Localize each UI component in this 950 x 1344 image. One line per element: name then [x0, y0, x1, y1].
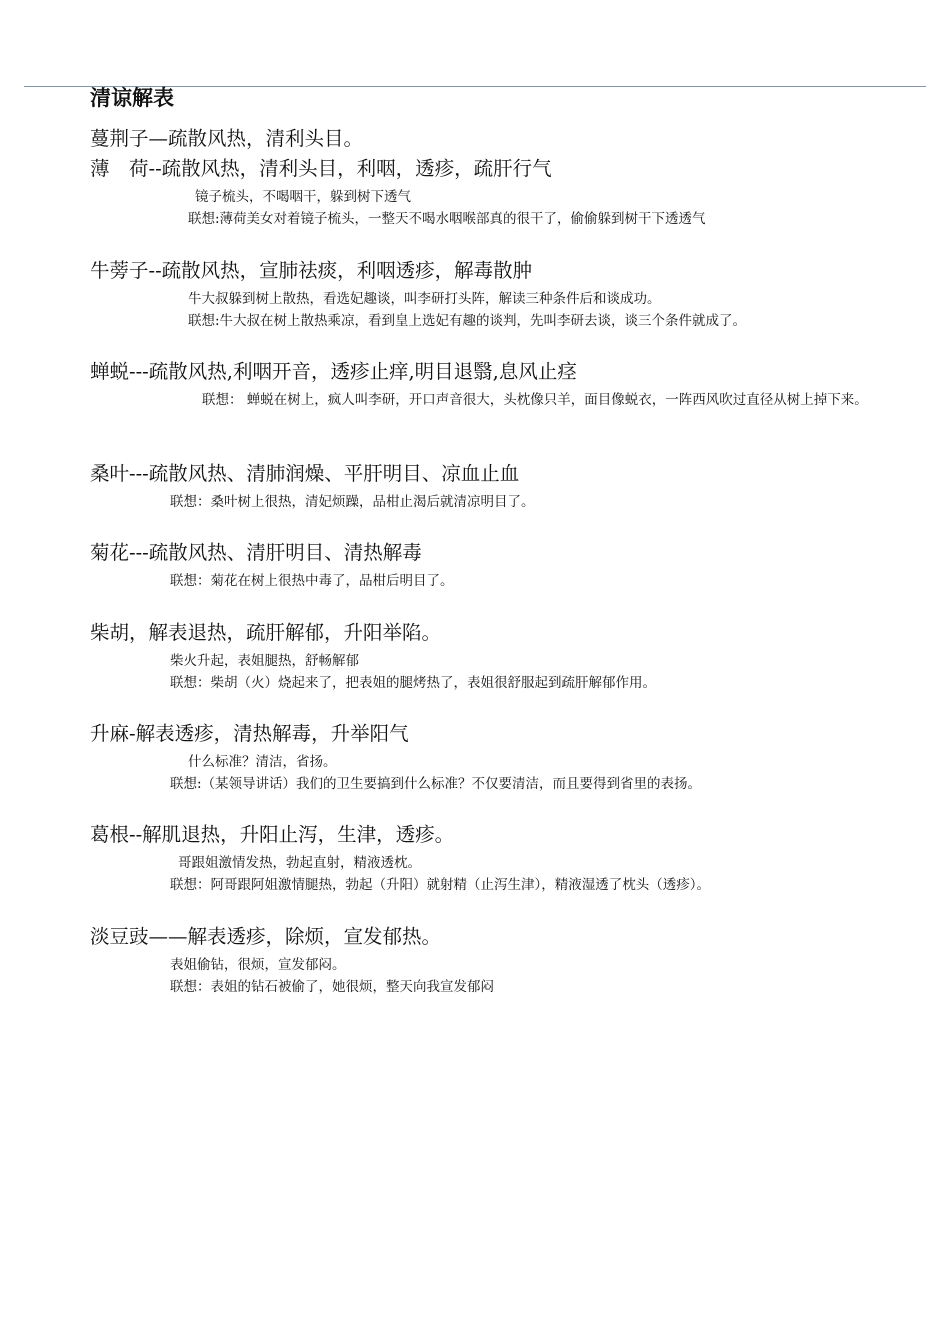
herb-entry [90, 620, 920, 694]
herb-association: 联想：桑叶树上很热，清妃烦躁，品柑止渴后就清凉明目了。 [170, 494, 535, 510]
herb-entry [90, 721, 920, 795]
herb-mnemonic: 哥跟姐激情发热，勃起直射，精液透枕。 [178, 855, 421, 871]
herb-association: 联想：柴胡（火）烧起来了，把表姐的腿烤热了，表姐很舒服起到疏肝解郁作用。 [170, 675, 656, 691]
herb-entry [90, 822, 920, 896]
herb-mnemonic: 柴火升起，表姐腿热，舒畅解郁 [170, 653, 359, 669]
herb-heading: 桑叶---疏散风热、清肺润燥、平肝明目、凉血止血 [90, 462, 520, 485]
herb-mnemonic: 牛大叔躲到树上散热，看选妃趣谈，叫李研打头阵，解读三种条件后和谈成功。 [188, 291, 661, 307]
herb-entry [90, 461, 920, 513]
herb-entry [90, 359, 920, 411]
herb-association: 联想:薄荷美女对着镜子梳头，一整天不喝水咽喉部真的很干了，偷偷躲到树干下透透气 [188, 211, 706, 227]
herb-heading: 柴胡，解表退热，疏肝解郁，升阳举陷。 [90, 621, 442, 644]
herb-association: 联想:（某领导讲话）我们的卫生要搞到什么标准？不仅要清洁，而且要得到省里的表扬。 [170, 776, 702, 792]
herb-association: 联想：菊花在树上很热中毒了，品柑后明目了。 [170, 573, 454, 589]
herb-entry [90, 156, 920, 230]
herb-entry [90, 258, 920, 332]
page-title: 清谅解表 [90, 86, 174, 110]
herb-heading: 蔓荆子—疏散风热，清利头目。 [90, 127, 364, 150]
herb-entry [90, 540, 920, 592]
herb-entry [90, 924, 920, 998]
herb-heading: 菊花---疏散风热、清肝明目、清热解毒 [90, 541, 422, 564]
herb-association: 联想:牛大叔在树上散热乘凉，看到皇上选妃有趣的谈判，先叫李研去谈，谈三个条件就成了。 [188, 313, 747, 329]
herb-entry [90, 126, 920, 152]
herb-heading: 升麻-解表透疹，清热解毒，升举阳气 [90, 722, 409, 745]
herb-heading: 牛蒡子--疏散风热，宣肺祛痰，利咽透疹，解毒散肿 [90, 259, 533, 282]
herb-heading: 葛根--解肌退热，升阳止泻，生津，透疹。 [90, 823, 455, 846]
herb-heading: 薄 荷--疏散风热，清利头目，利咽，透疹，疏肝行气 [90, 157, 552, 180]
herb-association: 联想：表姐的钻石被偷了，她很烦，整天向我宣发郁闷 [170, 979, 494, 995]
herb-heading: 淡豆豉——解表透疹，除烦，宣发郁热。 [90, 925, 442, 948]
herb-heading: 蝉蜕---疏散风热,利咽开音，透疹止痒,明目退翳,息风止痉 [90, 360, 577, 383]
herb-association: 联想： 蝉蜕在树上，疯人叫李研，开口声音很大，头枕像只羊，面目像蜕衣，一阵西风吹过直径从树上掉下来。 [202, 392, 868, 408]
herb-association: 联想：阿哥跟阿姐激情腿热，勃起（升阳）就射精（止泻生津），精液湿透了枕头（透疹）。 [170, 877, 710, 893]
herb-mnemonic: 镜子梳头，不喝咽干，躲到树下透气 [195, 189, 411, 205]
herb-mnemonic: 什么标准？清洁，省扬。 [188, 754, 337, 770]
herb-mnemonic: 表姐偷钻，很烦，宣发郁闷。 [170, 957, 346, 973]
